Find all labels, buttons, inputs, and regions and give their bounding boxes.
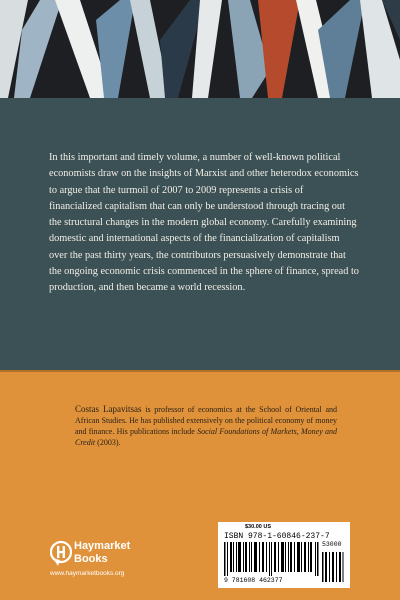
author-bio-text: is professor of economics at the School of Oriental and African Studies. He has published extensively on the political economy of money and finance. His publications include [75, 405, 337, 436]
isbn-text: ISBN 978-1-60846-237-7 [224, 532, 330, 541]
author-name: Costas Lapavitsas [75, 404, 142, 414]
publisher-name-line2: Books [74, 553, 108, 565]
blurb-text: In this important and timely volume, a number of well-known political economists draw on the insights of Marxist and other heterodox economics to argue that the turmoil of 2007 to 2009 represents a crisis of financialized capitalism that can only be understood through tracing out the structural changes in the modern global economy. Carefully examining domestic and international aspects of the financialization of capitalism over the past thirty years, the contributors persuasively demonstrate that the ongoing economic crisis commenced in the sphere of finance, spread to production, and then became a world recession. [49, 152, 359, 294]
abstract-art-image [0, 0, 400, 98]
publisher-logo [50, 540, 160, 584]
ean-barcode-image [224, 542, 320, 576]
author-bio-suffix: (2003). [95, 438, 121, 447]
price-label: $30.00 US [245, 524, 271, 530]
author-book-title: Social Foundations of Markets, Money and Credit [75, 427, 337, 447]
publisher-name-line1: Haymarket [74, 540, 131, 552]
author-bio [75, 404, 337, 448]
cover-art [0, 0, 400, 98]
addon-barcode-image [322, 552, 344, 582]
publisher-url: www.haymarketbooks.org [50, 570, 125, 577]
publisher-name [74, 540, 130, 566]
haymarket-logo-icon [50, 540, 72, 566]
addon-code: 53000 [322, 541, 342, 548]
lower-panel [0, 372, 400, 600]
ean-digits: 9 781608 462377 [224, 577, 283, 584]
blurb-panel [0, 98, 400, 370]
barcode-box [218, 522, 350, 588]
